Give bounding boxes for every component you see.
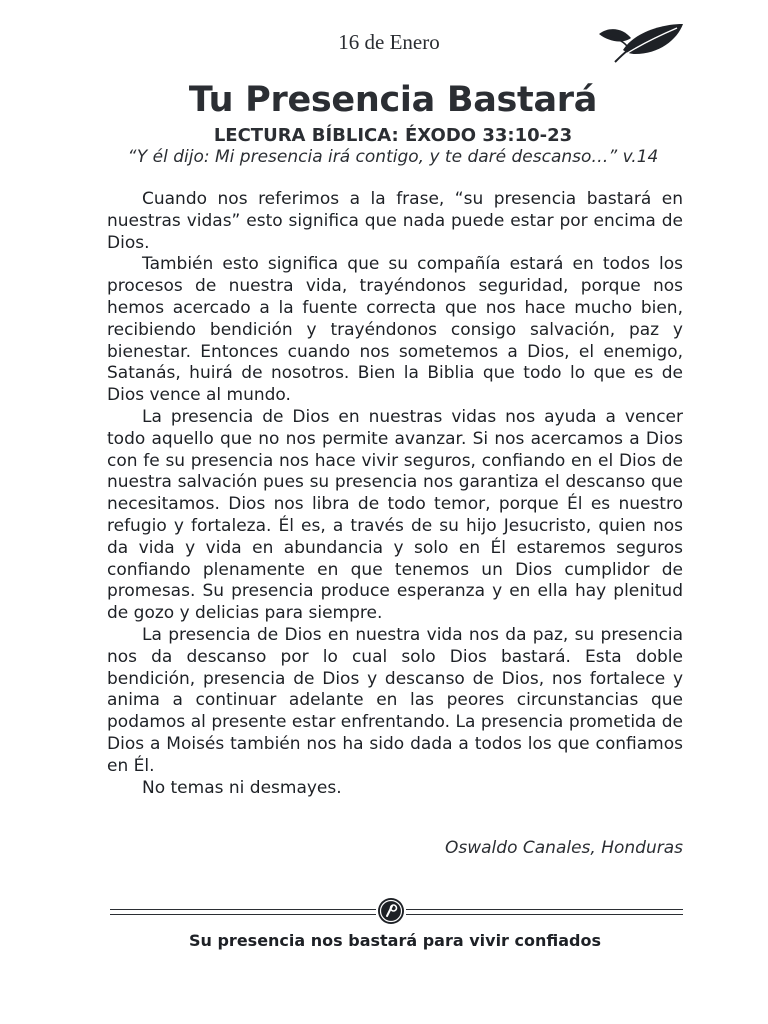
takeaway-phrase: Su presencia nos bastará para vivir confiados — [188, 931, 602, 950]
body-paragraph: Cuando nos referimos a la frase, “su presencia bastará en nuestras vidas” esto significa que nada puede estar por encima de Dios. — [107, 189, 683, 253]
devotional-title: Tu Presencia Bastará — [188, 80, 598, 120]
devotional-body — [107, 189, 683, 799]
seal-emblem-icon — [376, 896, 406, 926]
page-date: 16 de Enero — [338, 30, 440, 54]
key-verse: “Y él dijo: Mi presencia irá contigo, y te daré descanso…” v.14 — [127, 147, 659, 167]
author-signature: Oswaldo Canales, Honduras — [445, 838, 683, 858]
body-paragraph: La presencia de Dios en nuestra vida nos da paz, su presencia nos da descanso por lo cual solo Dios bastará. Esta doble bendición, presencia de Dios y descanso de Dios, nos fortalece y anima a continuar adelante en las peores circunstancias que podamos al presente estar enfrentando. La presencia prometida de Dios a Moisés también nos ha sido dada a todos los que confiamos en Él. — [107, 624, 683, 776]
bible-reading-reference: LECTURA BÍBLICA: ÉXODO 33:10-23 — [213, 125, 573, 146]
body-paragraph: La presencia de Dios en nuestras vidas nos ayuda a vencer todo aquello que no nos permite avanzar. Si nos acercamos a Dios con fe su presencia nos hace vivir seguros, confiando en el Dios de nuestra salvación pues su presencia nos garantiza el descanso que necesitamos. Dios nos libra de todo temor, porque Él es nuestro refugio y fortaleza. Él es, a través de su hijo Jesucristo, quien nos da vida y vida en abundancia y solo en Él estaremos seguros confiando plenamente en que tenemos un Dios cumplidor de promesas. Su presencia produce esperanza y en ella hay plenitud de gozo y delicias para siempre. — [107, 406, 683, 624]
body-paragraph: No temas ni desmayes. — [142, 777, 342, 798]
body-paragraph: También esto significa que su compañía estará en todos los procesos de nuestra vida, trayéndonos seguridad, porque nos hemos acercado a la fuente correcta que nos hace mucho bien, recibiendo bendición y trayéndonos consigo salvación, paz y bienestar. Entonces cuando nos sometemos a Dios, el enemigo, Satanás, huirá de nosotros. Bien la Biblia que todo lo que es de Dios vence al mundo. — [107, 254, 683, 406]
leaf-feather-icon — [597, 20, 685, 64]
